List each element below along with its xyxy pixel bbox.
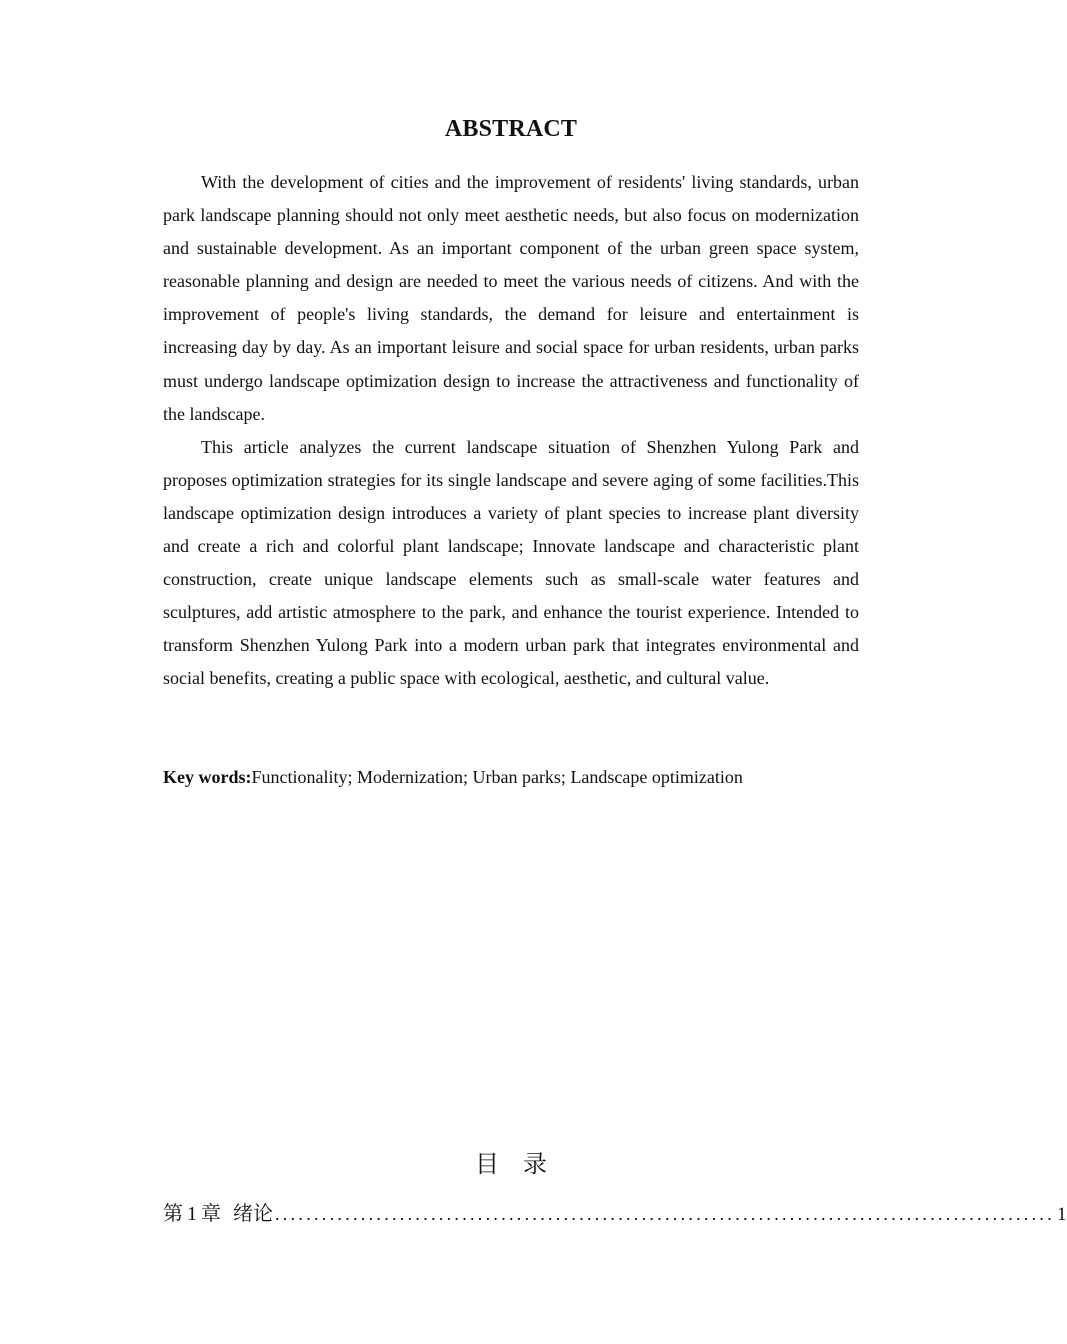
keywords-line: [163, 762, 859, 793]
toc-chapter-number: 1: [187, 1203, 197, 1225]
toc-entry-chapter-1[interactable]: [163, 1196, 1067, 1230]
abstract-paragraph-1: With the development of cities and the improvement of residents' living standards, urban park landscape planning should not only meet aesthetic needs, but also focus on modernization and sustainable development. As an important component of the urban green space system, reasonable planning and design are needed to meet the various needs of citizens. And with the improvement of people's living standards, the demand for leisure and entertainment is increasing day by day. As an important leisure and social space for urban residents, urban parks must undergo landscape optimization design to increase the attractiveness and functionality of the landscape.: [163, 172, 859, 424]
toc-title-char-1: 目: [475, 1150, 499, 1178]
keywords-text: Functionality; Modernization; Urban parks; Landscape optimization: [251, 767, 743, 787]
toc-chapter-prefix: 第: [163, 1201, 183, 1225]
abstract-paragraph-2: This article analyzes the current landscape situation of Shenzhen Yulong Park and proposes optimization strategies for its single landscape and severe aging of some facilities.This landscape optimization design introduces a variety of plant species to increase plant diversity and create a rich and colorful plant landscape; Innovate landscape and characteristic plant construction, create unique landscape elements such as small-scale water features and sculptures, add artistic atmosphere to the park, and enhance the tourist experience. Intended to transform Shenzhen Yulong Park into a modern urban park that integrates environmental and social benefits, creating a public space with ecological, aesthetic, and cultural value.: [163, 436, 859, 689]
toc-title-char-2: 录: [523, 1150, 547, 1178]
toc-chapter-suffix: 章: [201, 1201, 221, 1225]
toc-chapter-title: 绪论: [233, 1201, 273, 1225]
abstract-title: ABSTRACT: [444, 116, 578, 142]
toc-page-number: 1: [1057, 1204, 1067, 1225]
toc-leader-dots: ....................................................................................................: [275, 1204, 1055, 1224]
keywords-label: Key words:: [163, 767, 252, 787]
abstract-body: [163, 166, 859, 696]
toc-entry-label: [163, 1196, 273, 1231]
toc-title: [163, 1147, 859, 1181]
